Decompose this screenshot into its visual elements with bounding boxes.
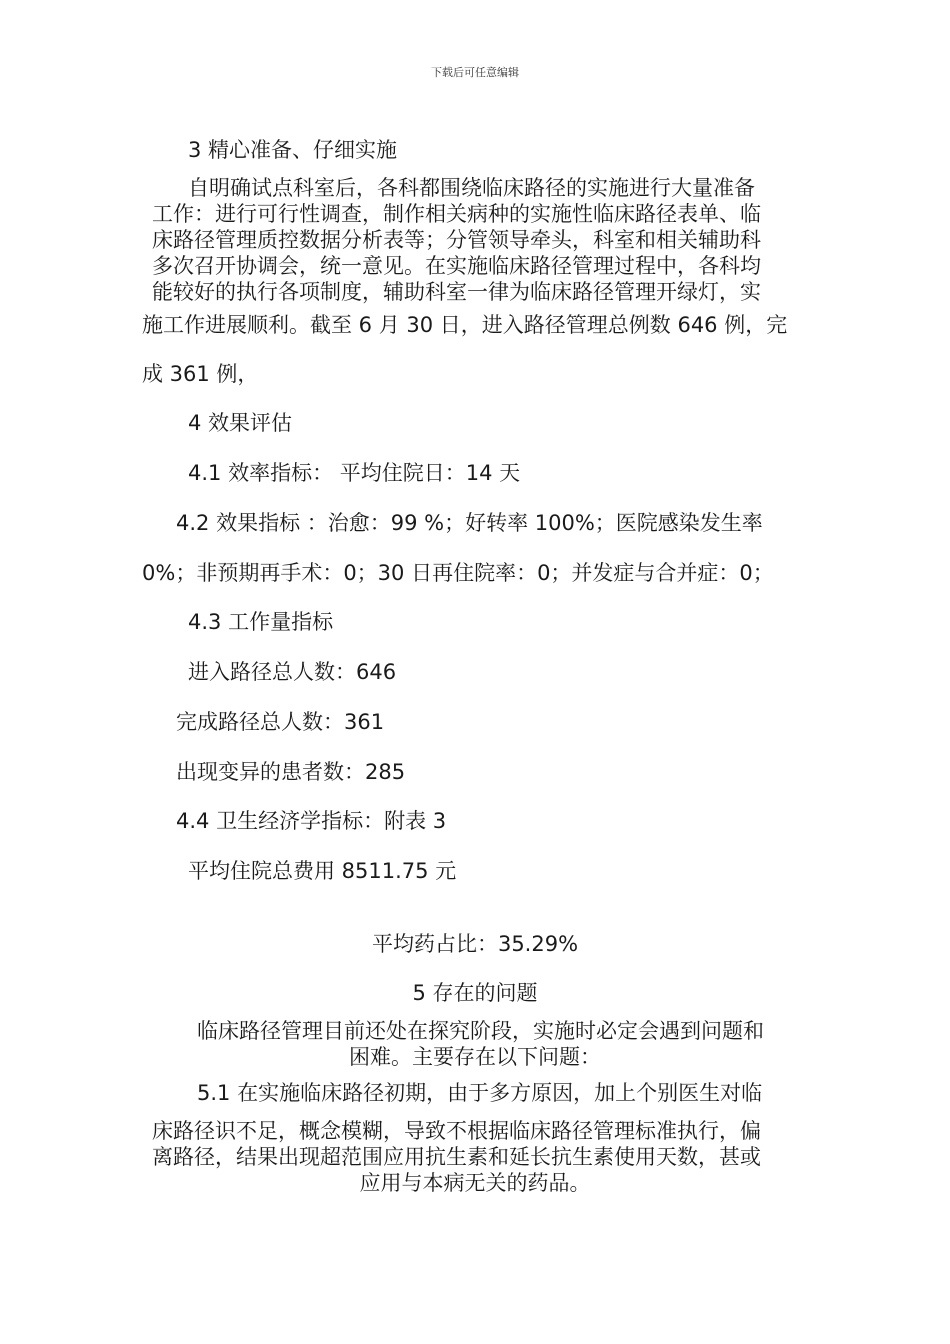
paragraph-line: 困难。主要存在以下问题： <box>349 1045 601 1069</box>
paragraph-line: 床路径管理质控数据分析表等；分管领导牵头，科室和相关辅助科 <box>152 228 761 252</box>
paragraph-line: 应用与本病无关的药品。 <box>359 1171 591 1195</box>
paragraph-line: 成 361 例， <box>142 362 259 386</box>
heading-section-3: 3 精心准备、仔细实施 <box>188 138 398 162</box>
indicator-4-4: 4.4 卫生经济学指标：附表 3 <box>176 809 447 833</box>
paragraph-line: 多次召开协调会，统一意见。在实施临床路径管理过程中，各科均 <box>152 254 761 278</box>
workload-enter: 进入路径总人数：646 <box>188 660 397 684</box>
paragraph-line: 床路径识不足，概念模糊，导致不根据临床路径管理标准执行，偏 <box>152 1119 761 1143</box>
workload-variance: 出现变异的患者数：285 <box>176 760 406 784</box>
paragraph-line: 工作：进行可行性调查，制作相关病种的实施性临床路径表单、临 <box>152 202 761 226</box>
indicator-4-2-cont: 0%；非预期再手术：0；30 日再住院率：0；并发症与合并症：0； <box>142 561 774 585</box>
avg-drug-ratio: 平均药占比：35.29% <box>371 932 579 956</box>
paragraph-line: 施工作进展顺利。截至 6 月 30 日，进入路径管理总例数 646 例，完 <box>142 313 788 337</box>
workload-complete: 完成路径总人数：361 <box>176 710 385 734</box>
paragraph-line: 自明确试点科室后，各科都围绕临床路径的实施进行大量准备 <box>188 176 755 200</box>
issue-5-1: 5.1 在实施临床路径初期，由于多方原因，加上个别医生对临 <box>197 1081 763 1105</box>
heading-section-4: 4 效果评估 <box>188 411 293 435</box>
indicator-4-3: 4.3 工作量指标 <box>188 610 334 634</box>
indicator-4-2: 4.2 效果指标 ：治愈：99 %；好转率 100%；医院感染发生率 <box>176 511 763 535</box>
avg-total-cost: 平均住院总费用 8511.75 元 <box>188 859 457 883</box>
paragraph-line: 能较好的执行各项制度，辅助科室一律为临床路径管理开绿灯，实 <box>152 280 761 304</box>
page-header-note: 下载后可任意编辑 <box>431 66 519 79</box>
indicator-4-1: 4.1 效率指标： 平均住院日：14 天 <box>188 461 521 485</box>
paragraph-line: 临床路径管理目前还处在探究阶段，实施时必定会遇到问题和 <box>197 1019 764 1043</box>
heading-section-5: 5 存在的问题 <box>412 981 538 1005</box>
paragraph-line: 离路径，结果出现超范围应用抗生素和延长抗生素使用天数，甚或 <box>152 1145 761 1169</box>
